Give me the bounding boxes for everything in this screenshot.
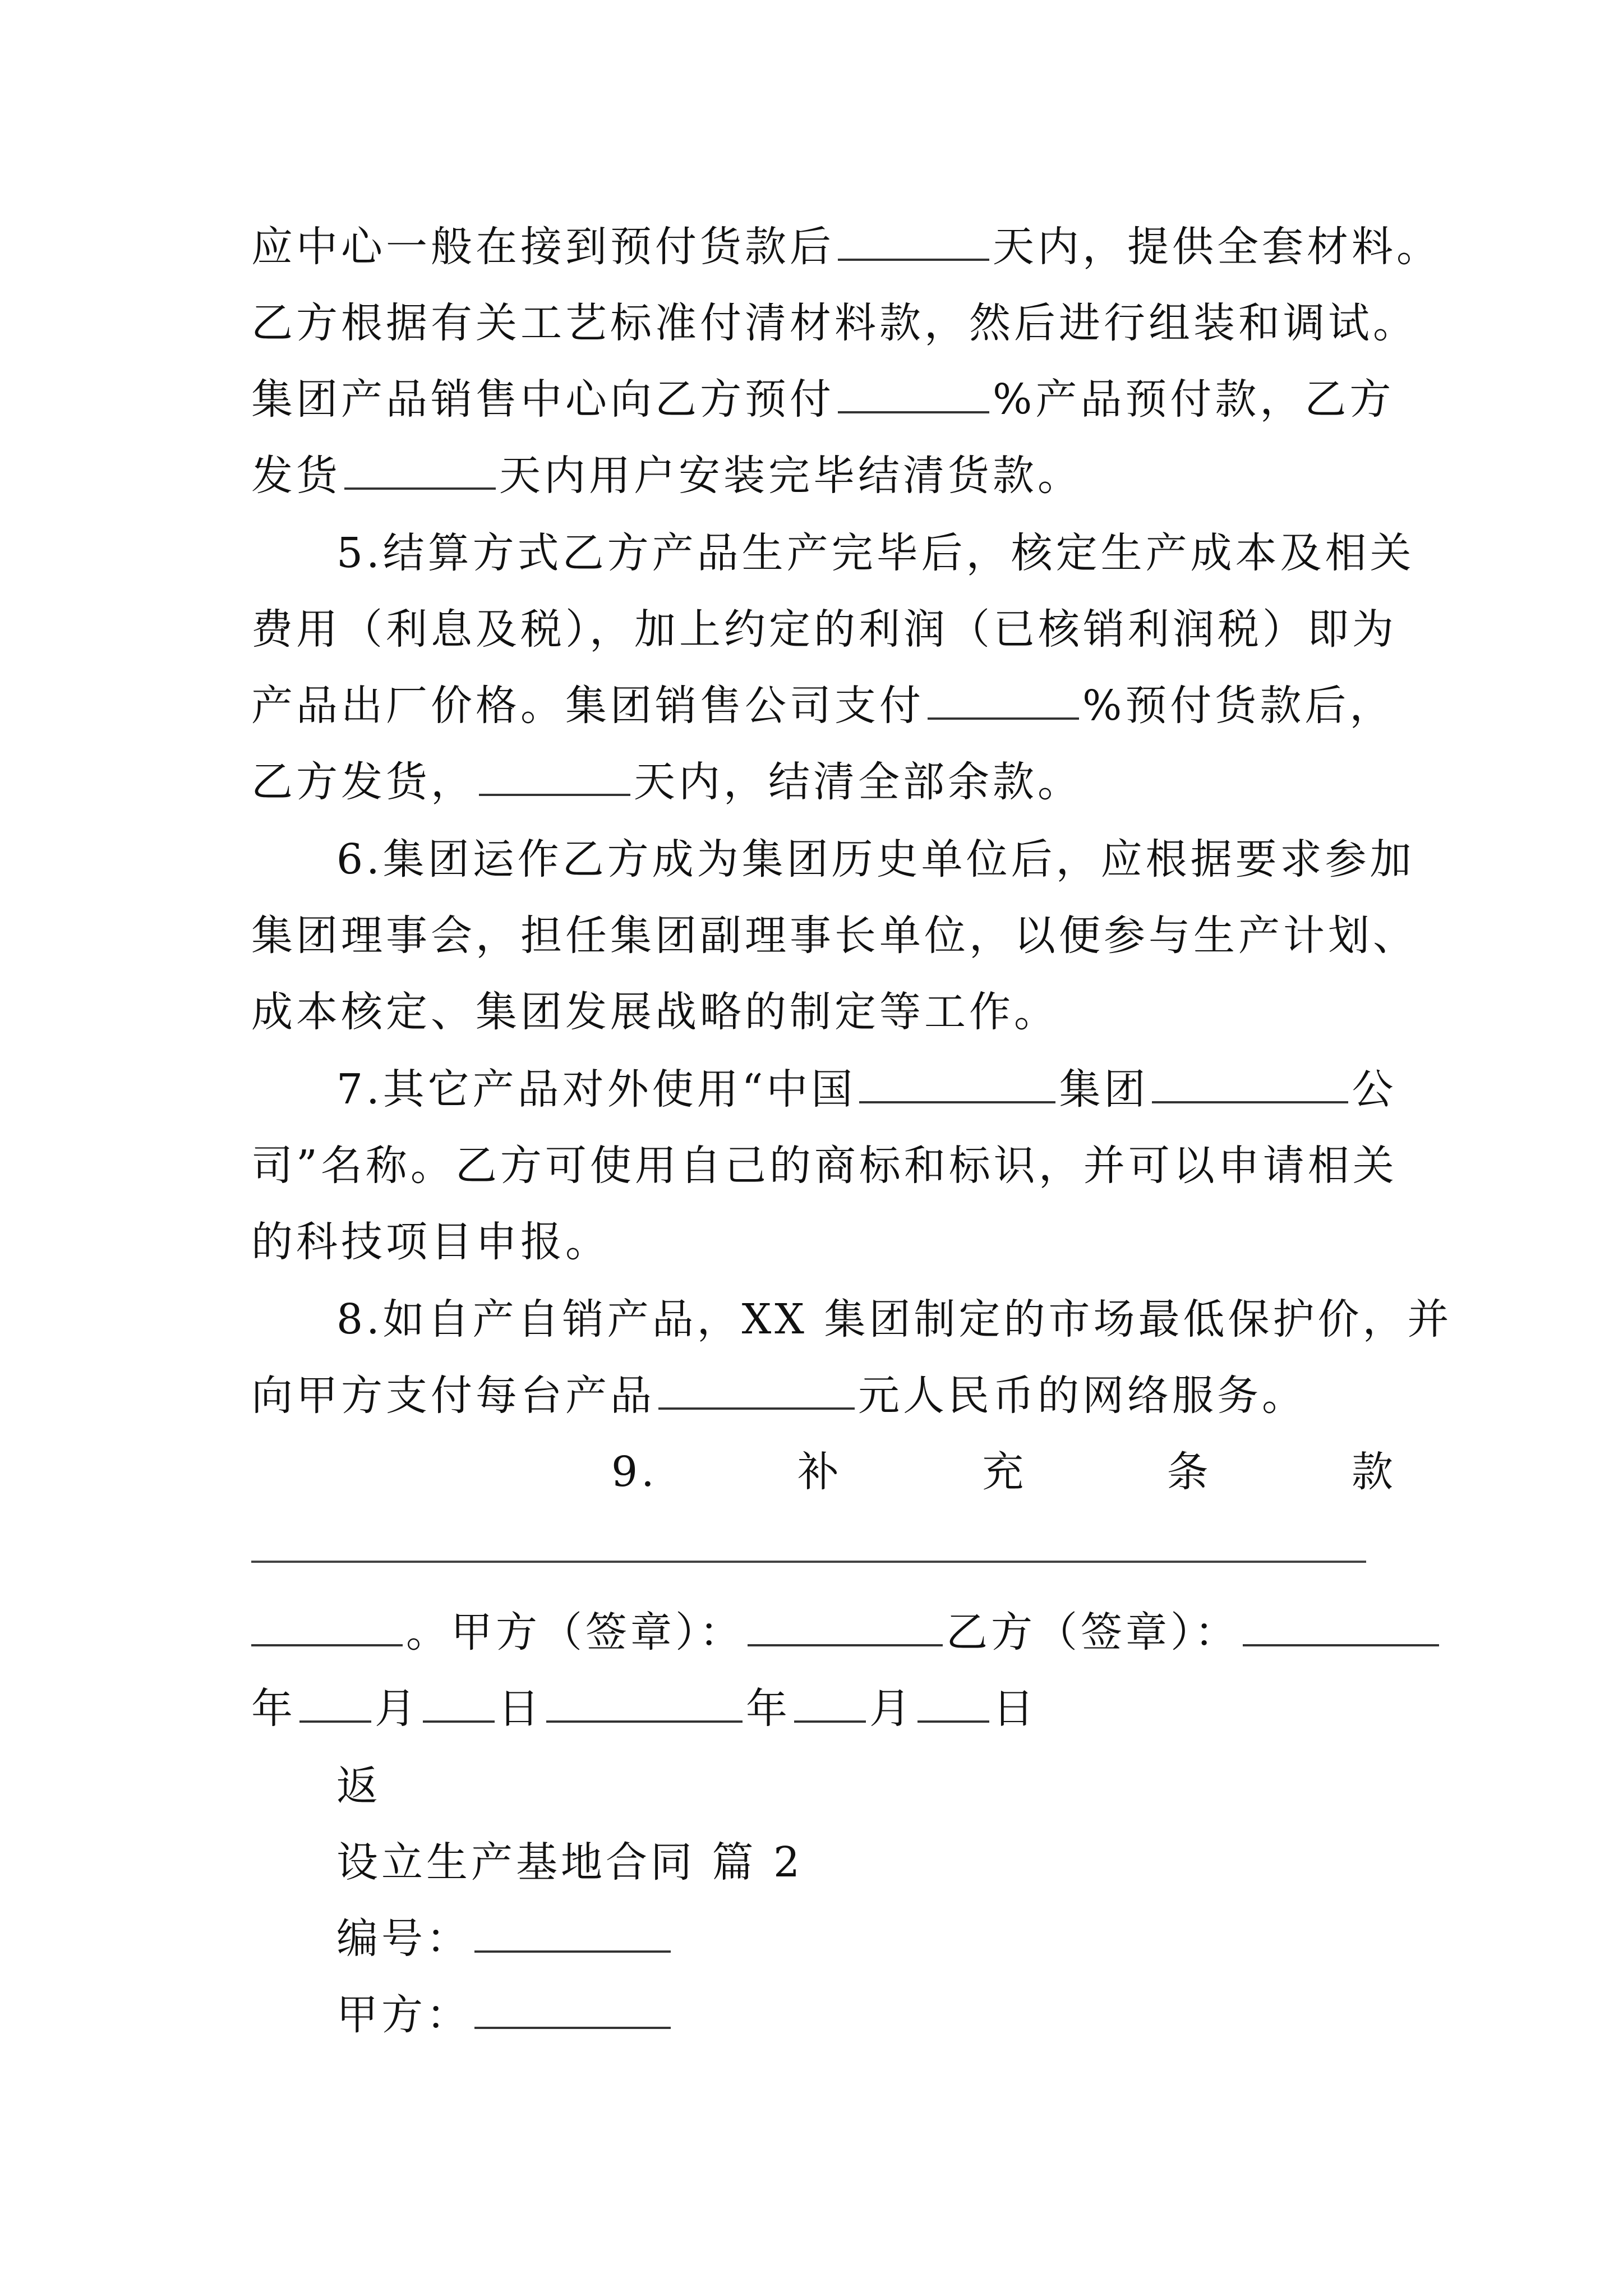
text-segment: 公 [1352, 1065, 1397, 1114]
blank-field[interactable] [1243, 1596, 1439, 1646]
text-segment: %产品预付款，乙方 [993, 375, 1395, 424]
date-line [251, 1669, 1395, 1748]
party-a-field-row [336, 1976, 1481, 2054]
paragraph-line [251, 666, 1395, 745]
paragraph-line [336, 1050, 1481, 1129]
blank-field[interactable] [546, 1672, 743, 1723]
text-segment: 乙方发货， [251, 758, 476, 806]
text-segment: 8.如自产自销产品，XX 集团制定的市场最低保护价，并 [336, 1295, 1453, 1343]
text-segment: 的科技项目申报。 [251, 1218, 610, 1266]
paragraph-line [336, 514, 1481, 592]
blank-field[interactable] [838, 210, 989, 261]
blank-field[interactable] [748, 1596, 943, 1646]
supplementary-clause-heading [611, 1433, 1396, 1511]
text-segment: 补 [797, 1448, 842, 1496]
blank-field[interactable] [838, 363, 989, 413]
text-segment: 集团 [1059, 1065, 1149, 1114]
text-segment: 条 [1166, 1448, 1212, 1496]
paragraph-line [251, 1126, 1398, 1205]
paragraph-line [251, 1356, 1395, 1435]
text-segment: 年 [251, 1685, 296, 1733]
blank-field[interactable] [928, 669, 1079, 720]
paragraph-line [251, 360, 1395, 439]
text-segment: 5.结算方式乙方产品生产完毕后，核定生产成本及相关 [336, 529, 1415, 577]
blank-field[interactable] [474, 1902, 671, 1953]
text-segment: 向甲方支付每台产品 [251, 1372, 655, 1420]
text-segment: 天内，结清全部余款。 [634, 758, 1082, 806]
supplementary-blank-line[interactable] [251, 1561, 1366, 1563]
paragraph-line [251, 973, 1395, 1051]
section-title [336, 1823, 1481, 1902]
paragraph-line [251, 896, 1418, 975]
blank-field[interactable] [299, 1672, 371, 1723]
paragraph-line [251, 1203, 1395, 1281]
text-segment: 9. [611, 1448, 658, 1496]
text-segment: 。甲方（签章）： [406, 1608, 744, 1657]
text-segment: 7.其它产品对外使用“中国 [336, 1065, 856, 1114]
text-segment: 日 [993, 1685, 1038, 1733]
paragraph-line [336, 1280, 1481, 1359]
paragraph-line [336, 820, 1481, 899]
text-segment: 款 [1351, 1448, 1396, 1496]
text-segment: 产品出厂价格。集团销售公司支付 [251, 682, 924, 730]
text-segment: 日 [498, 1685, 543, 1733]
text-segment: 司”名称。乙方可使用自己的商标和标识，并可以申请相关 [251, 1142, 1398, 1190]
text-segment: 发货 [251, 452, 341, 500]
text-segment: 元人民币的网络服务。 [858, 1372, 1307, 1420]
blank-field[interactable] [794, 1672, 866, 1723]
text-segment: 成本核定、集团发展战略的制定等工作。 [251, 988, 1059, 1036]
text-segment: 月 [869, 1685, 914, 1733]
text-segment: 集团理事会，担任集团副理事长单位，以便参与生产计划、 [251, 912, 1418, 960]
blank-field[interactable] [479, 746, 630, 796]
text-segment: 年 [746, 1685, 791, 1733]
paragraph-line [251, 436, 1395, 515]
back-link[interactable] [336, 1747, 1481, 1825]
text-segment: 充 [982, 1448, 1027, 1496]
blank-field[interactable] [474, 1978, 671, 2029]
text-segment: 编号： [336, 1915, 471, 1963]
blank-field[interactable] [658, 1359, 855, 1410]
blank-field[interactable] [917, 1672, 989, 1723]
blank-field[interactable] [859, 1053, 1055, 1103]
blank-field[interactable] [1152, 1053, 1348, 1103]
text-segment: 天内，提供全套材料。 [993, 223, 1441, 271]
paragraph-line [251, 590, 1395, 669]
number-field-row [336, 1899, 1481, 1978]
blank-field[interactable] [423, 1672, 495, 1723]
text-segment: 月 [375, 1685, 419, 1733]
paragraph-line [251, 743, 1395, 821]
signature-line [251, 1593, 1395, 1672]
text-segment: 费用（利息及税），加上约定的利润（已核销利润税）即为 [251, 605, 1397, 654]
blank-field[interactable] [251, 1596, 403, 1646]
text-segment: 乙方根据有关工艺标准付清材料款，然后进行组装和调试。 [251, 299, 1418, 347]
text-segment: 天内用户安装完毕结清货款。 [499, 452, 1082, 500]
text-segment: 6.集团运作乙方成为集团历史单位后，应根据要求参加 [336, 835, 1415, 884]
text-segment: 乙方（签章）： [946, 1608, 1239, 1657]
text-segment: 甲方： [336, 1991, 471, 2039]
blank-field[interactable] [344, 439, 496, 490]
text-segment: 集团产品销售中心向乙方预付 [251, 375, 834, 424]
text-segment: 设立生产基地合同 篇 2 [336, 1838, 804, 1887]
text-segment: 返 [336, 1762, 381, 1810]
paragraph-line [251, 208, 1441, 286]
paragraph-line [251, 284, 1418, 362]
text-segment: 应中心一般在接到预付货款后 [251, 223, 834, 271]
text-segment: %预付货款后， [1082, 682, 1395, 730]
